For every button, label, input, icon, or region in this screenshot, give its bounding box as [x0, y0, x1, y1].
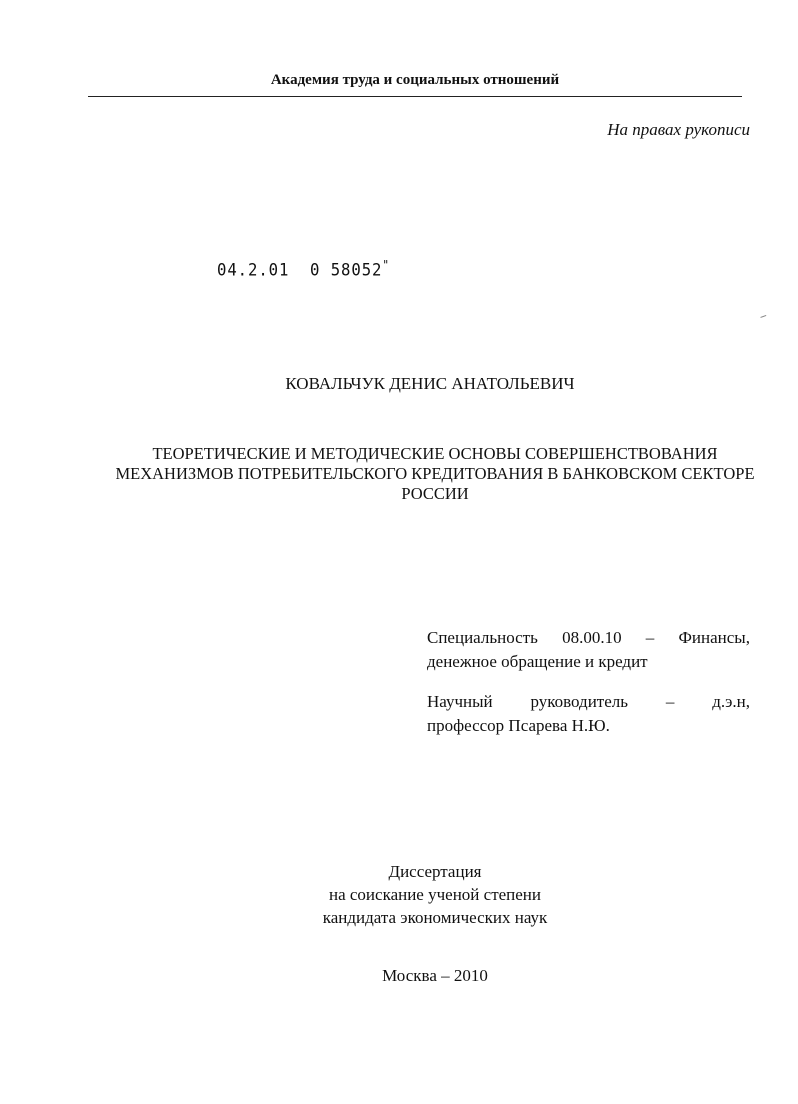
- author-name: КОВАЛЬЧУК ДЕНИС АНАТОЛЬЕВИЧ: [285, 374, 575, 393]
- library-stamp-number: [217, 258, 390, 281]
- scan-mark: [760, 313, 767, 318]
- supervisor-label: Научный: [427, 692, 493, 711]
- specialty-block: [427, 626, 750, 674]
- specialty-code: 08.00.10: [562, 628, 622, 647]
- supervisor-role: руководитель: [530, 692, 629, 711]
- specialty-name: Финансы,: [678, 628, 750, 647]
- title-line: РОССИИ: [401, 484, 469, 503]
- specialty-label: Специальность: [427, 628, 538, 647]
- city-year: Москва – 2010: [382, 966, 488, 985]
- thesis-line1: Диссертация: [388, 862, 482, 881]
- dissertation-title: [100, 444, 770, 504]
- thesis-statement: [250, 860, 620, 929]
- supervisor-line2: профессор Псарева Н.Ю.: [427, 716, 610, 735]
- manuscript-rights-note: На правах рукописи: [607, 120, 750, 139]
- header-rule: [88, 96, 742, 97]
- supervisor-dash: –: [665, 692, 675, 711]
- title-line: ТЕОРЕТИЧЕСКИЕ И МЕТОДИЧЕСКИЕ ОСНОВЫ СОВЕРШЕНСТВОВАНИЯ: [152, 444, 718, 463]
- stamp-number: 04.2.01 0 58052: [217, 260, 383, 281]
- specialty-dash: –: [645, 628, 655, 647]
- institution-name: Академия труда и социальных отношений: [270, 72, 560, 88]
- thesis-line3: кандидата экономических наук: [322, 908, 548, 927]
- supervisor-block: [427, 690, 750, 738]
- specialty-line2: денежное обращение и кредит: [427, 652, 648, 671]
- stamp-mark: ": [382, 258, 390, 272]
- title-line: МЕХАНИЗМОВ ПОТРЕБИТЕЛЬСКОГО КРЕДИТОВАНИЯ В БАНКОВСКОМ СЕКТОРЕ: [115, 464, 755, 483]
- thesis-line2: на соискание ученой степени: [328, 885, 542, 904]
- supervisor-degree: д.э.н,: [712, 692, 750, 711]
